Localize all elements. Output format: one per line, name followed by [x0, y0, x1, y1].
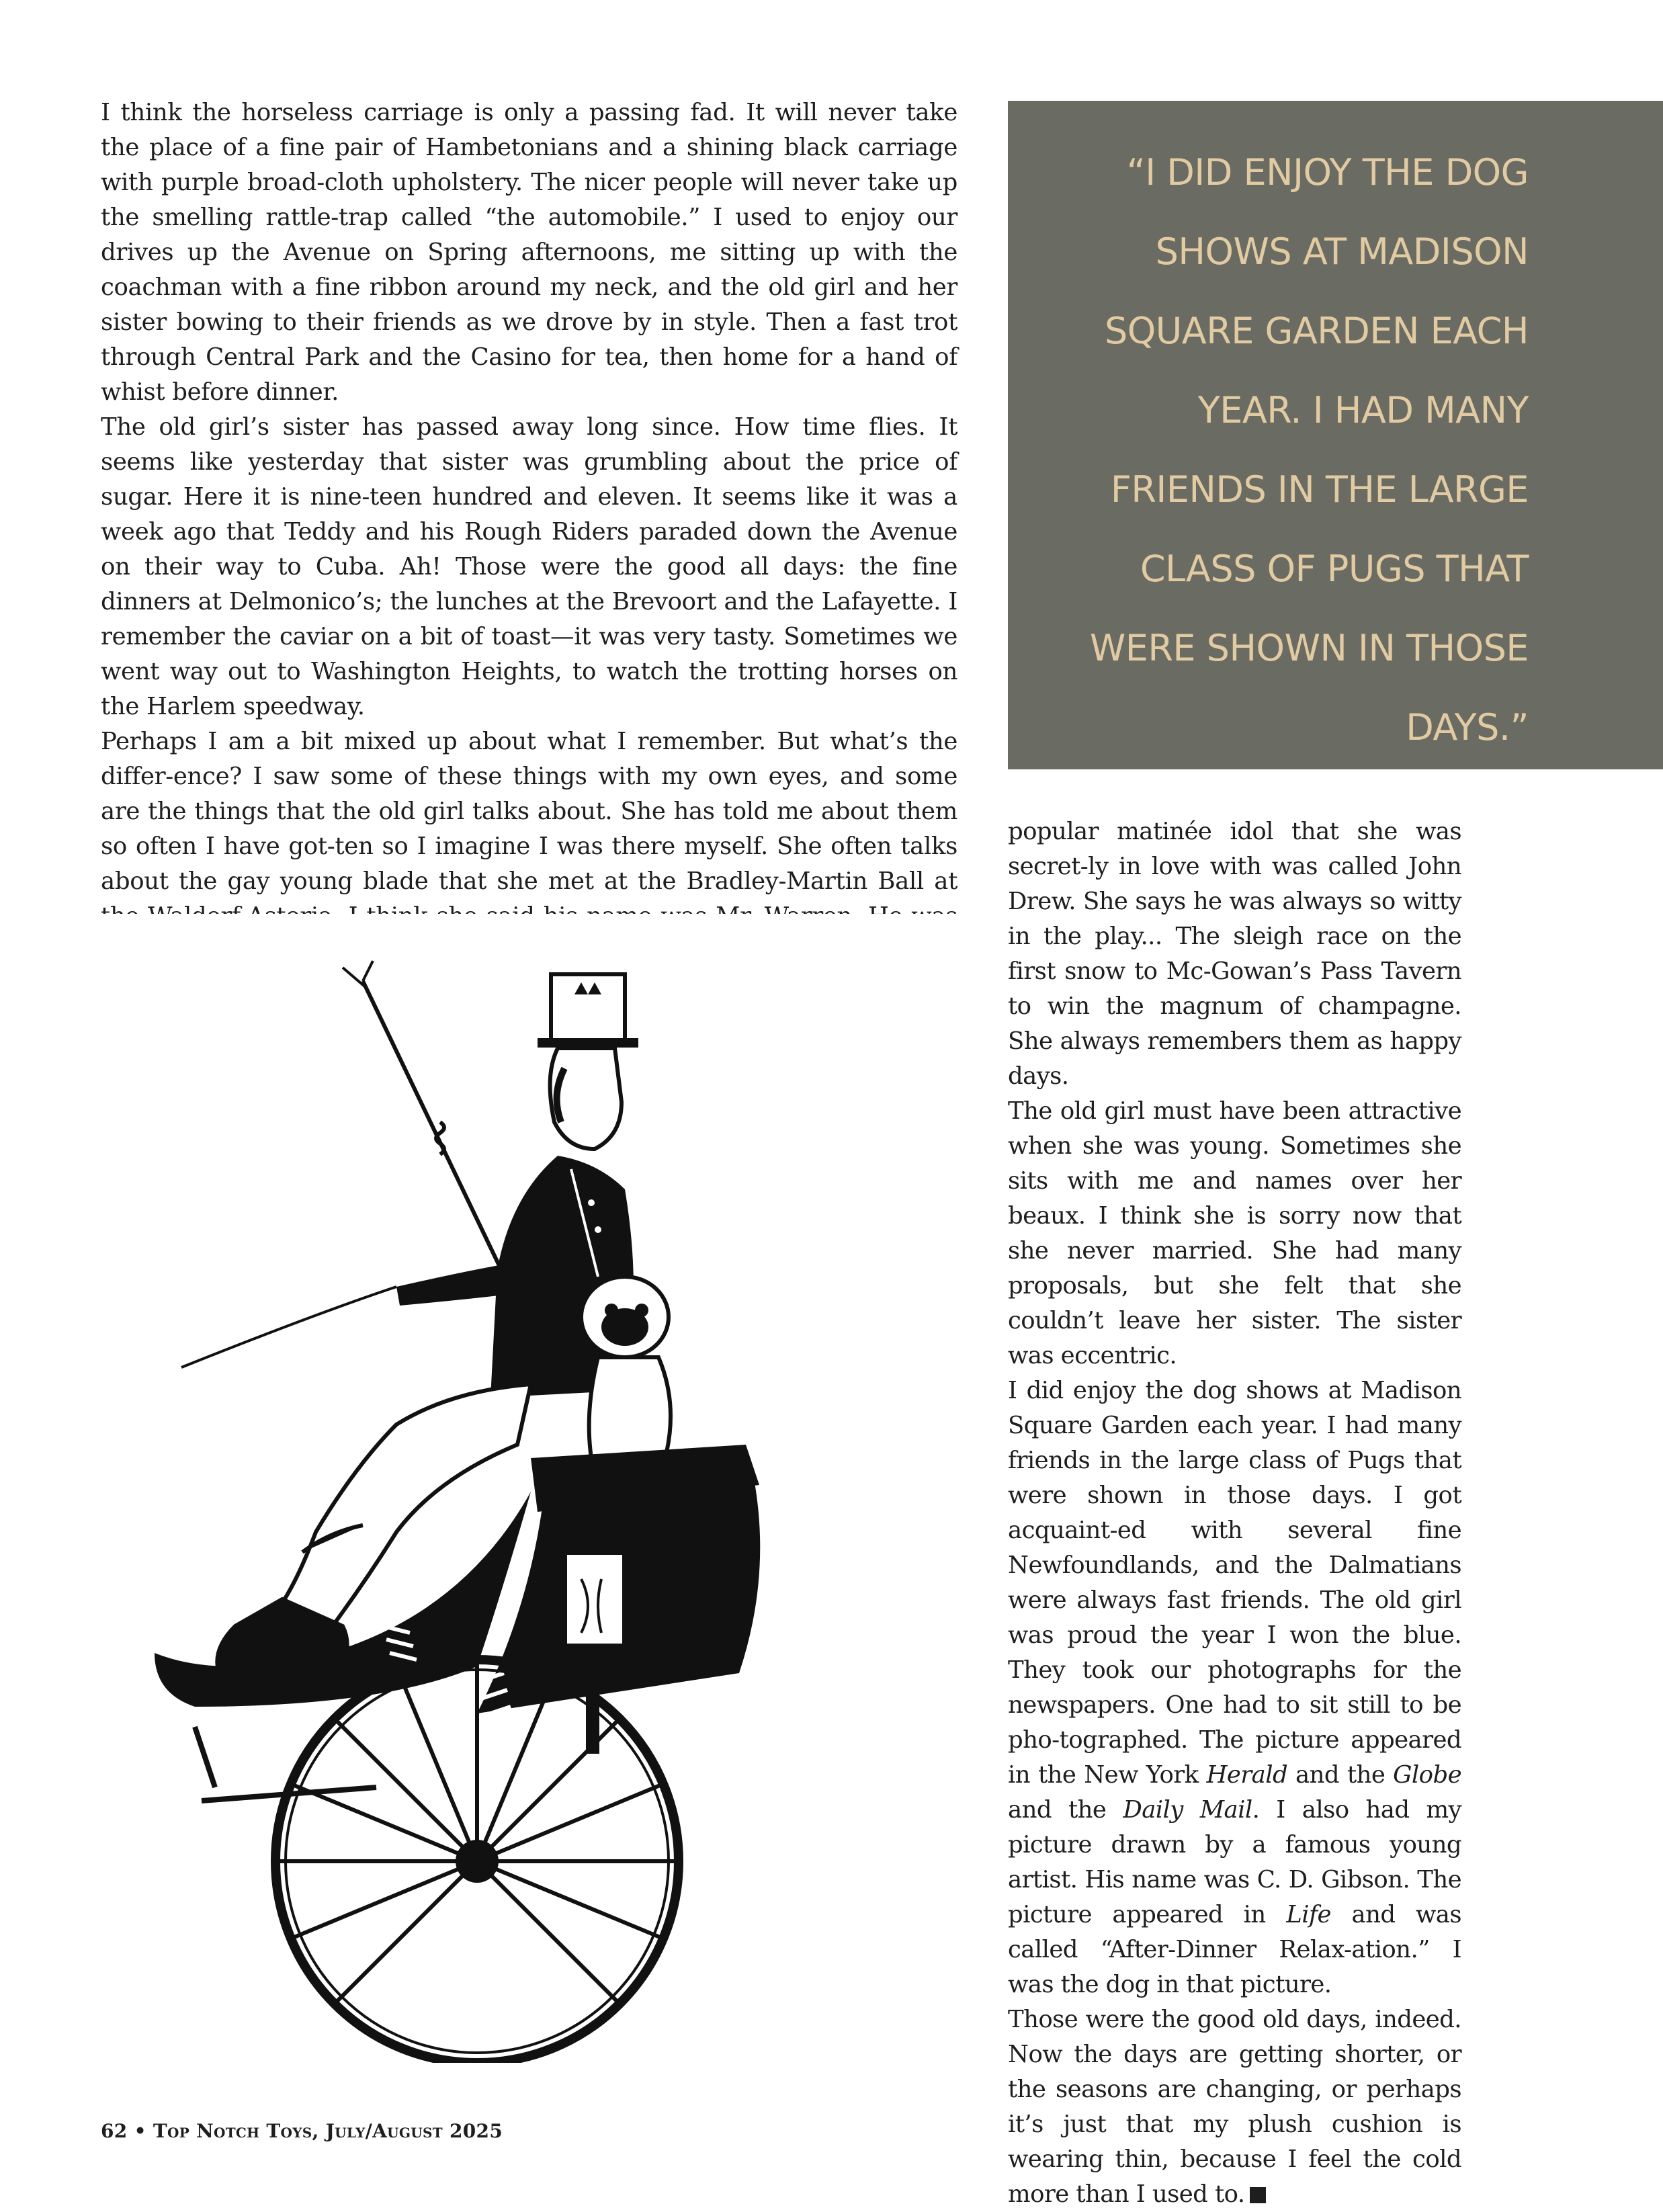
text-run: and the [1287, 1761, 1394, 1789]
body-paragraph: popular matinée idol that she was secret-ly in love with was called John Drew. She says he was always so witty in the play... The sleigh race on the first snow to Mc-Gowan’s Pass Tavern to win the magnum of champagne. She always remembers them as happy days. [1008, 818, 1461, 1090]
text-run: and the [1008, 1796, 1123, 1824]
text-run: . I also had my picture drawn by a famous young artist. His name was C. D. Gibson. The picture appeared in [1008, 1796, 1461, 1928]
body-paragraph [1008, 2002, 1461, 2212]
pull-quote-box [1008, 101, 1663, 769]
right-article-column [1008, 814, 1461, 2212]
body-paragraph: The old girl’s sister has passed away long since. How time flies. It seems like yesterday that sister was grumbling about the price of sugar. Here it is nine-teen hundred and eleven. It seems like it was a week ago that Teddy and his Rough Riders paraded down the Avenue on their way to Cuba. Ah! Those were the good all days: the fine dinners at Delmonico’s; the lunches at the Brevoort and the Lafayette. I remember the caviar on a bit of toast—it was very tasty. Sometimes we went way out to Washington Heights, to watch the trotting horses on the Harlem speedway. [101, 413, 957, 720]
text-run: Those were the good old days, indeed. Now the days are getting shorter, or the seasons are changing, or perhaps it’s just that my plush cushion is wearing thin, because I feel the cold more than I used to. [1008, 2006, 1461, 2208]
left-article-column [101, 95, 957, 969]
body-paragraph: I think the horseless carriage is only a passing fad. It will never take the place of a fine pair of Hambetonians and a shining black carriage with purple broad-cloth upholstery. The nicer people will never take up the smelling rattle-trap called “the automobile.” I used to enjoy our drives up the Avenue on Spring afternoons, me sitting up with the coachman with a fine ribbon around my neck, and the old girl and her sister bowing to their friends as we drove by in style. Then a fast trot through Central Park and the Casino for tea, then home for a hand of whist before dinner. [101, 99, 957, 406]
publication-name: Daily Mail [1123, 1796, 1252, 1824]
text-run: I did enjoy the dog shows at Madison Square Garden each year. I had many friends in the large class of Pugs that were shown in those days. I got acquaint-ed with several fine Newfoundlands, and the Dalmatians were always fast friends. The old girl was proud the year I won the blue. They took our photographs for the newspapers. One had to sit still to be pho-tographed. The picture appeared in the New York [1008, 1377, 1461, 1789]
publication-name: Life [1286, 1901, 1331, 1928]
body-paragraph: Perhaps I am a bit mixed up about what I remember. But what’s the differ-ence? I saw some of these things with my own eyes, and some are the things that the old girl talks about. She has told me about them so often I have got-ten so I imagine I was there myself. She often talks about the gay young blade that she met at the Bradley-Martin Ball at [101, 728, 957, 895]
end-of-article-mark [1250, 2187, 1266, 2203]
publication-name: Globe [1393, 1761, 1461, 1789]
coachman-pug-carriage-drawing [101, 914, 957, 2063]
text-run: and was called “After-Dinner Relax-ation.” I was the dog in that picture. [1008, 1901, 1461, 1998]
body-paragraph [1008, 1373, 1461, 2002]
page-footer: 62 • Top Notch Toys, July/August 2025 [101, 2120, 503, 2142]
pull-quote-text: “I DID ENJOY THE DOG SHOWS AT MADISON SQUARE GARDEN EACH YEAR. I HAD MANY FRIENDS IN THE LARGE CLASS OF PUGS THAT WERE SHOWN IN THOSE DAYS.” [1089, 151, 1529, 749]
publication-name: Herald [1206, 1761, 1288, 1789]
carriage-illustration [101, 914, 957, 2063]
body-paragraph: The old girl must have been attractive when she was young. Sometimes she sits with me and names over her beaux. I think she is sorry now that she never married. She had many proposals, but she felt that she couldn’t leave her sister. The sister was eccentric. [1008, 1097, 1461, 1369]
